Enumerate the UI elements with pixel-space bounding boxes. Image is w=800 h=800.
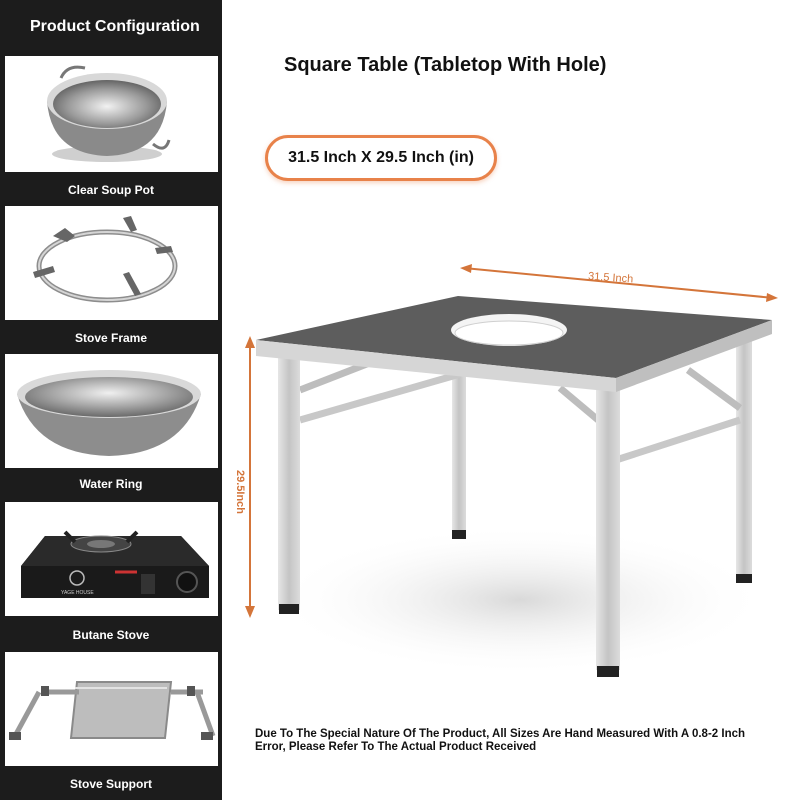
sidebar-item-label: Stove Support bbox=[69, 777, 152, 791]
measurement-disclaimer: Due To The Special Nature Of The Product, All Sizes Are Hand Measured With A 0.8-2 Inch Error, Please Refer To The Actual Product Received bbox=[255, 728, 746, 753]
stove-brand-text: YAGE HOUSE bbox=[61, 590, 94, 596]
height-dimension-label: 29.5Inch bbox=[234, 470, 246, 515]
sidebar-title: Product Configuration bbox=[30, 18, 200, 35]
sidebar-item-label: Butane Stove bbox=[72, 628, 150, 642]
sidebar-item-label: Water Ring bbox=[79, 477, 143, 491]
sidebar-item-label: Stove Frame bbox=[74, 331, 148, 345]
product-title: Square Table (Tabletop With Hole) bbox=[284, 54, 607, 76]
sidebar-item-label: Clear Soup Pot bbox=[67, 183, 154, 197]
width-dimension-label: 31.5 Inch bbox=[587, 270, 634, 286]
dimensions-badge: 31.5 Inch X 29.5 Inch (in) bbox=[265, 135, 497, 181]
